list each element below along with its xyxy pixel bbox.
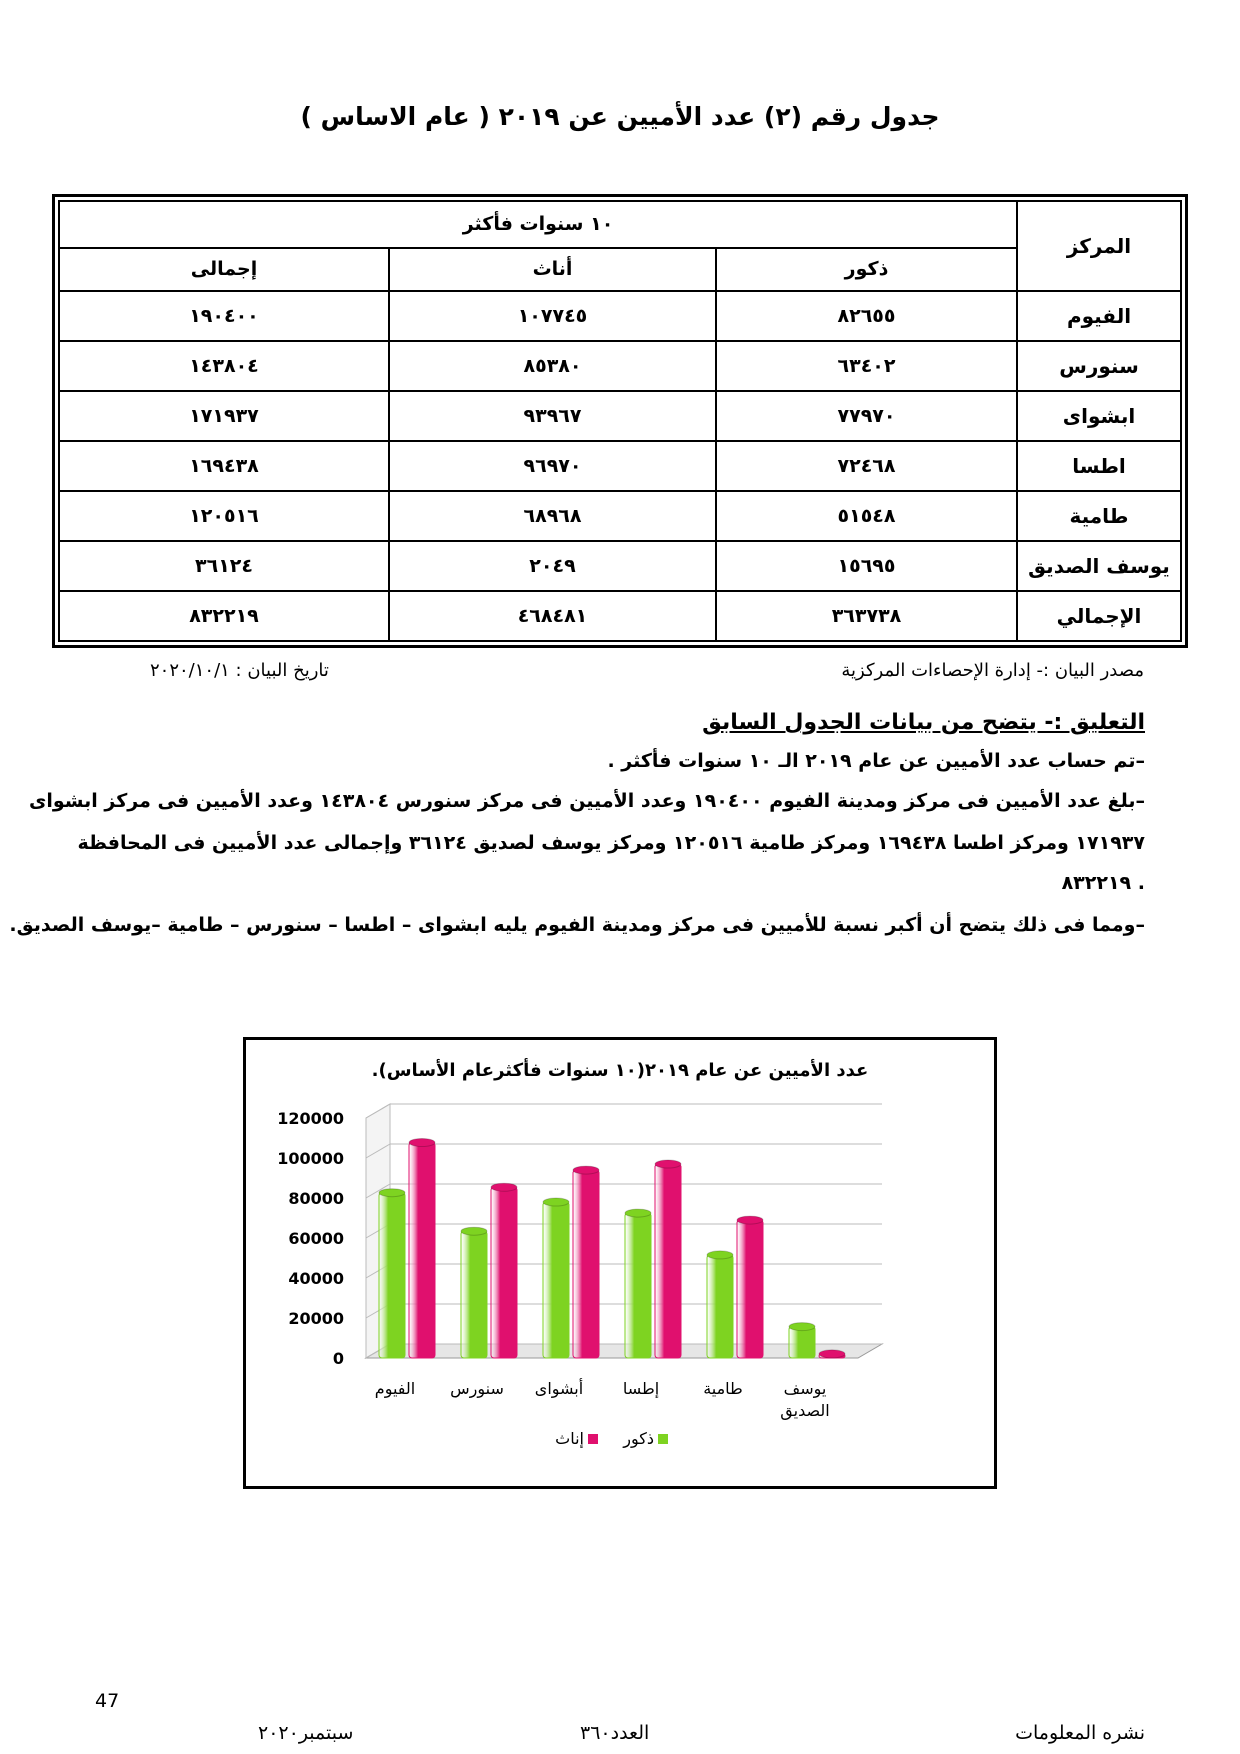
bar-female: [491, 1187, 517, 1358]
table-row: [59, 341, 1181, 391]
bar-cap: [491, 1183, 517, 1191]
header-group: ١٠ سنوات فأكثر: [59, 201, 1017, 248]
bar-cap: [379, 1189, 405, 1197]
row-name: الإجمالي: [1017, 591, 1181, 641]
bar-male: [789, 1327, 815, 1358]
table-row: [59, 291, 1181, 341]
comment-line-2: –بلغ عدد الأميين فى مركز ومدينة الفيوم ١٩٠٤٠٠ وعدد الأميين فى مركز سنورس ١٤٣٨٠٤ وعدد الأميين فى مركز ابشواى: [28, 790, 1145, 812]
row-male: ٥١٥٤٨: [716, 491, 1017, 541]
y-tick-label: 20000: [288, 1309, 344, 1328]
row-name: اطسا: [1017, 441, 1181, 491]
row-total: ١٤٣٨٠٤: [59, 341, 389, 391]
row-total: ١٦٩٤٣٨: [59, 441, 389, 491]
y-tick-label: 120000: [277, 1109, 344, 1128]
bar-cap: [737, 1216, 763, 1224]
row-female: ٤٦٨٤٨١: [389, 591, 716, 641]
bar-male: [625, 1213, 651, 1358]
legend-label: إناث: [555, 1429, 584, 1448]
chart-frame: [243, 1037, 997, 1489]
row-female: ١٠٧٧٤٥: [389, 291, 716, 341]
bar-female: [655, 1164, 681, 1358]
date-note: تاريخ البيان : ٢٠٢٠/١٠/١: [150, 660, 329, 681]
y-tick-label: 100000: [277, 1149, 344, 1168]
x-tick-label: الفيوم: [374, 1379, 416, 1398]
illiterates-table: [58, 200, 1182, 642]
x-tick-label: الصديق: [780, 1401, 830, 1420]
source-note: مصدر البيان :- إدارة الإحصاءات المركزية: [841, 660, 1144, 681]
y-tick-label: 80000: [288, 1189, 344, 1208]
row-name: الفيوم: [1017, 291, 1181, 341]
x-tick-label: سنورس: [450, 1379, 504, 1398]
bar-cap: [655, 1160, 681, 1168]
page-number: 47: [95, 1690, 120, 1712]
row-total: ١٢٠٥١٦: [59, 491, 389, 541]
bar-male: [379, 1193, 405, 1358]
row-total: ٨٣٢٢١٩: [59, 591, 389, 641]
row-name: سنورس: [1017, 341, 1181, 391]
row-male: ٨٢٦٥٥: [716, 291, 1017, 341]
bar-cap: [789, 1323, 815, 1331]
row-male: ٧٧٩٧٠: [716, 391, 1017, 441]
comment-line-5: –ومما فى ذلك يتضح أن أكبر نسبة للأميين فى مركز ومدينة الفيوم يليه ابشواى – اطسا – سنورس – طامية –يوسف الصديق.: [9, 914, 1145, 936]
chart-title: عدد الأميين عن عام ٢٠١٩(١٠ سنوات فأكثرعام الأساس).: [371, 1060, 869, 1081]
bar-female: [737, 1220, 763, 1358]
header-total: إجمالى: [59, 248, 389, 291]
row-male: ٣٦٣٧٣٨: [716, 591, 1017, 641]
comment-line-1: –تم حساب عدد الأميين عن عام ٢٠١٩ الـ ١٠ سنوات فأكثر .: [607, 750, 1145, 772]
footer-issue: العدد٣٦٠: [580, 1722, 650, 1744]
bar-female: [409, 1143, 435, 1358]
legend-label: ذكور: [623, 1429, 654, 1448]
row-total: ١٧١٩٣٧: [59, 391, 389, 441]
row-male: ٧٢٤٦٨: [716, 441, 1017, 491]
bar-cap: [409, 1139, 435, 1147]
comment-line-4: . ٨٣٢٢١٩: [1061, 872, 1145, 894]
y-tick-label: 60000: [288, 1229, 344, 1248]
bar-chart: [246, 1040, 994, 1486]
bar-male: [461, 1231, 487, 1358]
bar-cap: [625, 1209, 651, 1217]
page-title: جدول رقم (٢) عدد الأميين عن ٢٠١٩ ( عام الاساس ): [300, 102, 940, 131]
footer-month: سبتمبر٢٠٢٠: [258, 1722, 354, 1744]
row-female: ٦٨٩٦٨: [389, 491, 716, 541]
legend-swatch: [658, 1434, 668, 1444]
x-tick-label: يوسف: [783, 1379, 827, 1398]
footer-publication: نشره المعلومات: [1015, 1722, 1145, 1744]
comment-heading: التعليق :- يتضح من بيانات الجدول السابق: [702, 710, 1145, 735]
bar-cap: [707, 1251, 733, 1259]
table-row: [59, 591, 1181, 641]
comment-line-3: ١٧١٩٣٧ ومركز اطسا ١٦٩٤٣٨ ومركز طامية ١٢٠٥١٦ ومركز يوسف لصديق ٣٦١٢٤ وإجمالى عدد الأميين فى المحافظة: [77, 832, 1145, 854]
table-row: [59, 441, 1181, 491]
row-female: ٨٥٣٨٠: [389, 341, 716, 391]
bar-cap: [543, 1198, 569, 1206]
illiterates-table-frame: [52, 194, 1188, 648]
row-male: ٦٣٤٠٢: [716, 341, 1017, 391]
bar-male: [707, 1255, 733, 1358]
bar-cap: [819, 1350, 845, 1358]
x-tick-label: أبشواى: [534, 1379, 584, 1398]
header-female: أناث: [389, 248, 716, 291]
y-tick-label: 0: [332, 1349, 344, 1368]
row-name: طامية: [1017, 491, 1181, 541]
row-female: ٩٣٩٦٧: [389, 391, 716, 441]
bar-female: [573, 1170, 599, 1358]
bar-cap: [573, 1166, 599, 1174]
bar-male: [543, 1202, 569, 1358]
bar-cap: [461, 1227, 487, 1235]
table-row: [59, 491, 1181, 541]
row-name: يوسف الصديق: [1017, 541, 1181, 591]
x-tick-label: إطسا: [622, 1379, 660, 1398]
row-name: ابشواى: [1017, 391, 1181, 441]
header-male: ذكور: [716, 248, 1017, 291]
x-tick-label: طامية: [703, 1379, 743, 1398]
y-tick-label: 40000: [288, 1269, 344, 1288]
row-female: ٩٦٩٧٠: [389, 441, 716, 491]
row-total: ٣٦١٢٤: [59, 541, 389, 591]
row-male: ١٥٦٩٥: [716, 541, 1017, 591]
table-row: [59, 391, 1181, 441]
table-row: [59, 541, 1181, 591]
header-center: المركز: [1017, 201, 1181, 291]
row-female: ٢٠٤٩: [389, 541, 716, 591]
legend-swatch: [588, 1434, 598, 1444]
row-total: ١٩٠٤٠٠: [59, 291, 389, 341]
